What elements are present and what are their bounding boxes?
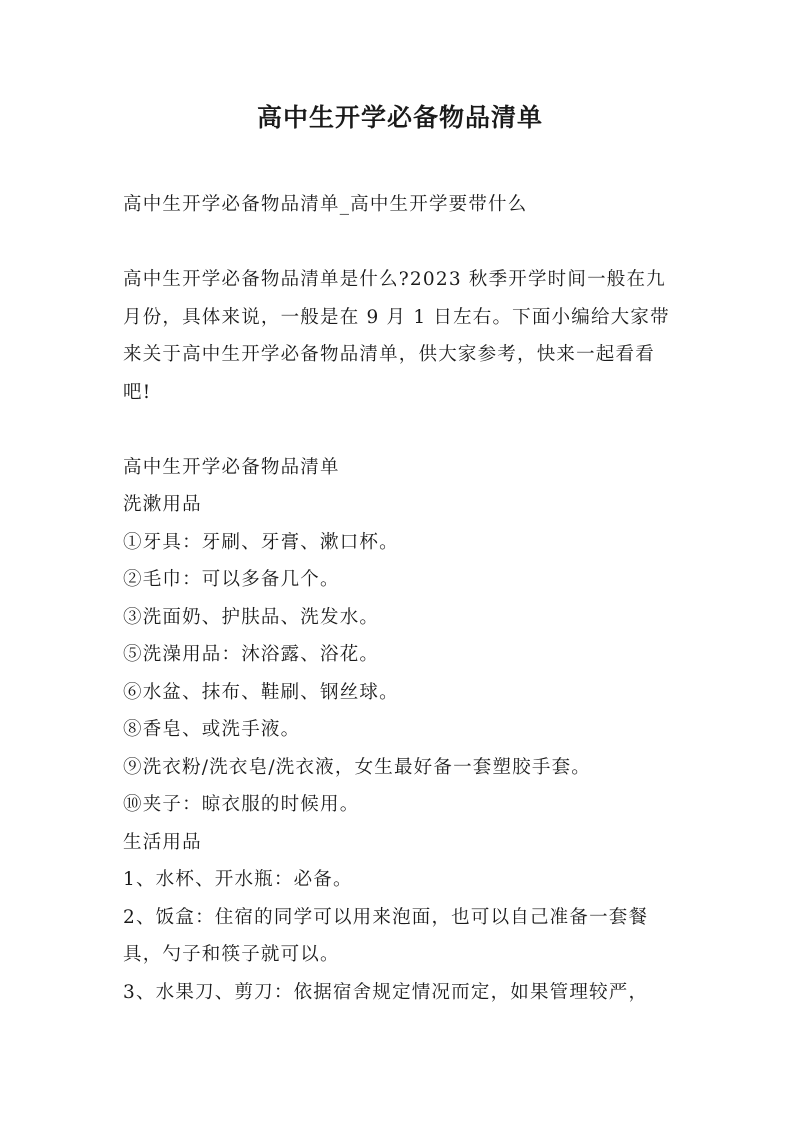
list-item: 2、饭盒：住宿的同学可以用来泡面，也可以自己准备一套餐具，勺子和筷子就可以。 bbox=[123, 906, 649, 965]
list-item: ⑤洗澡用品：沐浴露、浴花。 bbox=[123, 644, 380, 665]
toiletries-heading: 洗漱用品 bbox=[123, 494, 202, 515]
list-item: ⑧香皂、或洗手液。 bbox=[123, 719, 301, 740]
list-item: ⑥水盆、抹布、鞋刷、钢丝球。 bbox=[123, 681, 399, 703]
paragraph-gap bbox=[123, 224, 683, 262]
list-item: 3、水果刀、剪刀：依据宿舍规定情况而定，如果管理较严， bbox=[123, 981, 649, 1003]
document-title: 高中生开学必备物品清单 bbox=[256, 103, 543, 132]
list-item: ⑩夹子：晾衣服的时候用。 bbox=[123, 794, 360, 815]
intro-paragraph: 高中生开学必备物品清单是什么?2023 秋季开学时间一般在九月份，具体来说，一般是在 9 月 1 日左右。下面小编给大家带来关于高中生开学必备物品清单，供大家参考，快来一起看看吧! bbox=[123, 269, 670, 403]
section-heading: 高中生开学必备物品清单 bbox=[123, 456, 340, 478]
list-item: 1、水杯、开水瓶：必备。 bbox=[123, 869, 353, 890]
list-item: ⑨洗衣粉/洗衣皂/洗衣液，女生最好备一套塑胶手套。 bbox=[123, 756, 591, 778]
list-item: ②毛巾：可以多备几个。 bbox=[123, 569, 340, 590]
list-item: ①牙具：牙刷、牙膏、漱口杯。 bbox=[123, 531, 399, 553]
paragraph-gap bbox=[123, 411, 683, 449]
daily-heading: 生活用品 bbox=[123, 831, 202, 853]
document-body bbox=[123, 186, 683, 1011]
subtitle-line: 高中生开学必备物品清单_高中生开学要带什么 bbox=[123, 194, 528, 215]
list-item: ③洗面奶、护肤品、洗发水。 bbox=[123, 606, 380, 628]
